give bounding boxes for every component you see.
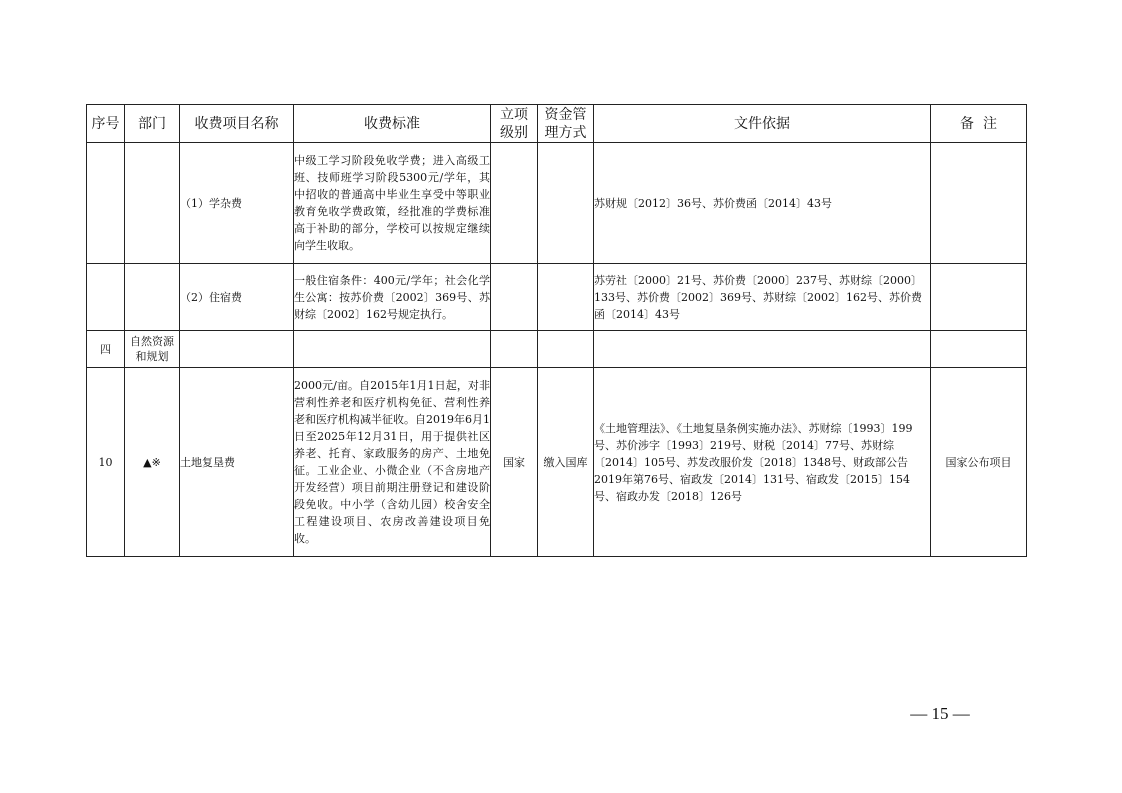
header-item-name: 收费项目名称 bbox=[180, 105, 294, 143]
section-dept: 自然资源 和规划 bbox=[125, 331, 180, 368]
cell-remark bbox=[931, 264, 1027, 331]
cell-fund bbox=[538, 143, 594, 264]
header-fund-management: 资金管 理方式 bbox=[538, 105, 594, 143]
section-no: 四 bbox=[87, 331, 125, 368]
cell-fund: 缴入国库 bbox=[538, 368, 594, 557]
cell-basis bbox=[594, 331, 931, 368]
cell-remark bbox=[931, 143, 1027, 264]
cell-level: 国家 bbox=[491, 368, 538, 557]
cell-dept bbox=[125, 143, 180, 264]
cell-standard: 2000元/亩。自2015年1月1日起，对非营利性养老和医疗机构免征、营利性养老和医疗机构减半征收。自2019年6月1日至2025年12月31日，用于提供社区养老、托育、家政服务的房产、土地免征。工业企业、小微企业（不含房地产开发经营）项目前期注册登记和建设阶段免收。中小学（含幼儿园）校舍安全工程建设项目、农房改善建设项目免收。 bbox=[294, 368, 491, 557]
cell-basis: 苏财规〔2012〕36号、苏价费函〔2014〕43号 bbox=[594, 143, 931, 264]
fee-table bbox=[86, 104, 1027, 557]
cell-no bbox=[87, 264, 125, 331]
section-row bbox=[87, 331, 1027, 368]
header-dept: 部门 bbox=[125, 105, 180, 143]
cell-no: 10 bbox=[87, 368, 125, 557]
cell-standard: 一般住宿条件：400元/学年；社会化学生公寓：按苏价费〔2002〕369号、苏财综〔2002〕162号规定执行。 bbox=[294, 264, 491, 331]
cell-item-name: 土地复垦费 bbox=[180, 368, 294, 557]
header-no: 序号 bbox=[87, 105, 125, 143]
cell-basis: 《土地管理法》、《土地复垦条例实施办法》、苏财综〔1993〕199号、苏价涉字〔1993〕219号、财税〔2014〕77号、苏财综〔2014〕105号、苏发改服价发〔2018〕1348号、财政部公告2019年第76号、宿政发〔2014〕131号、宿政发〔2015〕154号、宿政办发〔2018〕126号 bbox=[594, 368, 931, 557]
header-basis: 文件依据 bbox=[594, 105, 931, 143]
table-row bbox=[87, 264, 1027, 331]
cell-fund bbox=[538, 331, 594, 368]
cell-standard: 中级工学习阶段免收学费；进入高级工班、技师班学习阶段5300元/学年，其中招收的普通高中毕业生享受中等职业教育免收学费政策，经批准的学费标准高于补助的部分，学校可以按规定继续向学生收取。 bbox=[294, 143, 491, 264]
table-header-row bbox=[87, 105, 1027, 143]
cell-item-name: （2）住宿费 bbox=[180, 264, 294, 331]
cell-item-name: （1）学杂费 bbox=[180, 143, 294, 264]
table-row bbox=[87, 143, 1027, 264]
cell-fund bbox=[538, 264, 594, 331]
cell-level bbox=[491, 143, 538, 264]
cell-remark: 国家公布项目 bbox=[931, 368, 1027, 557]
cell-dept: ▲※ bbox=[125, 368, 180, 557]
cell-level bbox=[491, 264, 538, 331]
cell-dept bbox=[125, 264, 180, 331]
cell-remark bbox=[931, 331, 1027, 368]
header-standard: 收费标准 bbox=[294, 105, 491, 143]
cell-standard bbox=[294, 331, 491, 368]
cell-basis: 苏劳社〔2000〕21号、苏价费〔2000〕237号、苏财综〔2000〕133号、苏价费〔2002〕369号、苏财综〔2002〕162号、苏价费函〔2014〕43号 bbox=[594, 264, 931, 331]
page-number: — 15 — bbox=[910, 704, 970, 723]
cell-no bbox=[87, 143, 125, 264]
table-row bbox=[87, 368, 1027, 557]
header-level: 立项 级别 bbox=[491, 105, 538, 143]
header-remark: 备 注 bbox=[931, 105, 1027, 143]
cell-level bbox=[491, 331, 538, 368]
cell-item-name bbox=[180, 331, 294, 368]
